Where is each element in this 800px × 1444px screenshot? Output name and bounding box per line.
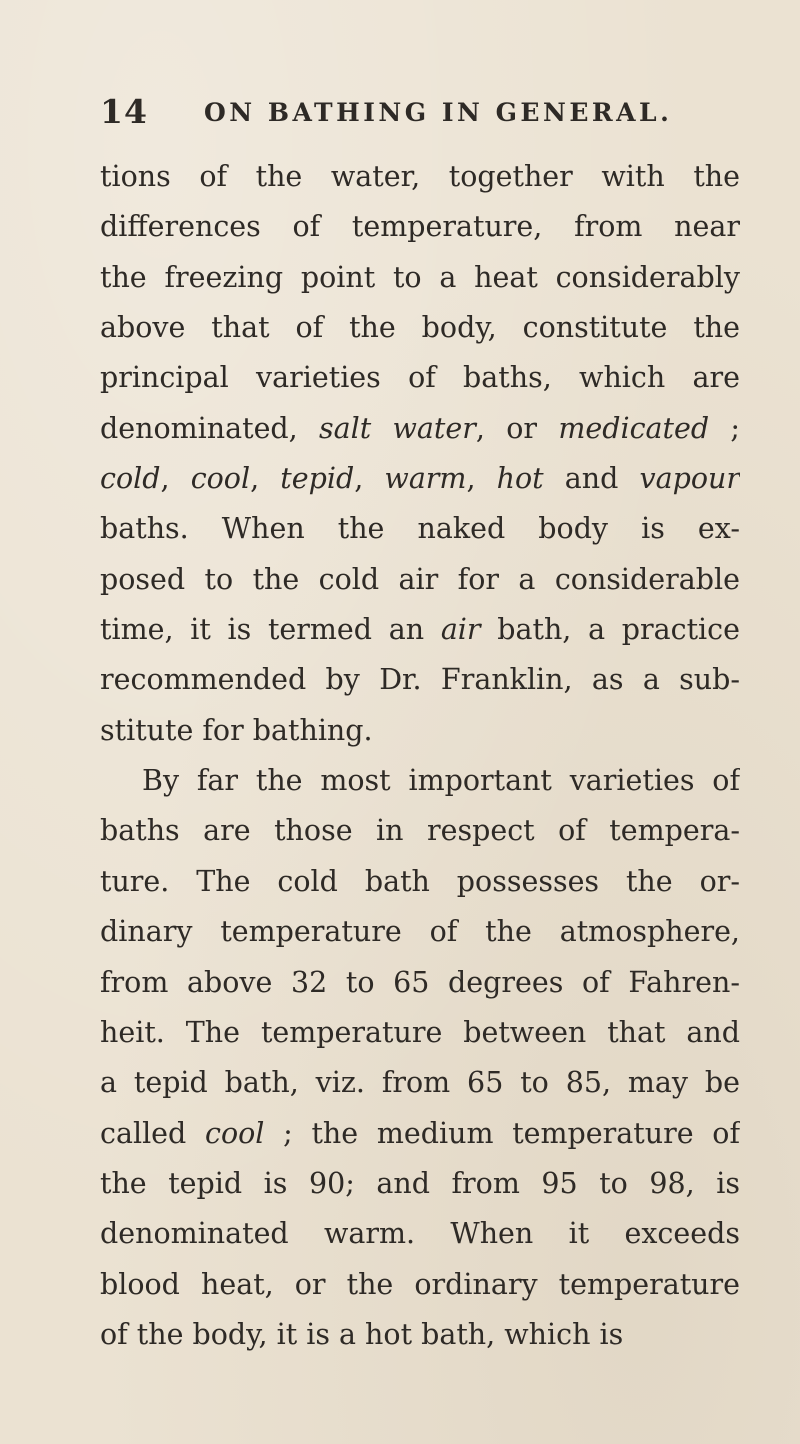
text-line: baths are those in respect of tempera-	[100, 814, 740, 848]
text-line: denominated, salt water, or medicated ;	[100, 411, 740, 445]
text-line: of the body, it is a hot bath, which is	[100, 1317, 624, 1351]
running-title: ON BATHING IN GENERAL.	[204, 98, 673, 127]
text-line: stitute for bathing.	[100, 713, 373, 747]
running-head	[100, 92, 740, 132]
text-line: blood heat, or the ordinary temperature	[100, 1267, 740, 1301]
text-line: the tepid is 90; and from 95 to 98, is	[100, 1166, 740, 1200]
text-line: differences of temperature, from near	[100, 210, 740, 244]
page-number: 14	[100, 92, 148, 131]
text-line: from above 32 to 65 degrees of Fahren-	[100, 965, 740, 999]
text-line: called cool ; the medium temperature of	[100, 1116, 740, 1150]
text-line: above that of the body, constitute the	[100, 311, 740, 345]
text-line: recommended by Dr. Franklin, as a sub-	[100, 663, 740, 697]
text-line: heit. The temperature between that and	[100, 1015, 740, 1049]
text-line: baths. When the naked body is ex-	[100, 512, 740, 546]
text-line: a tepid bath, viz. from 65 to 85, may be	[100, 1066, 740, 1100]
body-text	[100, 152, 740, 1360]
text-line: ture. The cold bath possesses the or-	[100, 864, 740, 898]
text-line: posed to the cold air for a considerable	[100, 562, 740, 596]
text-line: the freezing point to a heat considerably	[100, 260, 740, 294]
text-line: By far the most important varieties of	[142, 764, 740, 798]
text-line: cold, cool, tepid, warm, hot and vapour	[100, 462, 740, 496]
text-line: tions of the water, together with the	[100, 160, 740, 193]
text-line: denominated warm. When it exceeds	[100, 1217, 740, 1251]
text-line: time, it is termed an air bath, a practice	[100, 613, 740, 647]
text-line: principal varieties of baths, which are	[100, 361, 740, 395]
text-line: dinary temperature of the atmosphere,	[100, 915, 740, 949]
